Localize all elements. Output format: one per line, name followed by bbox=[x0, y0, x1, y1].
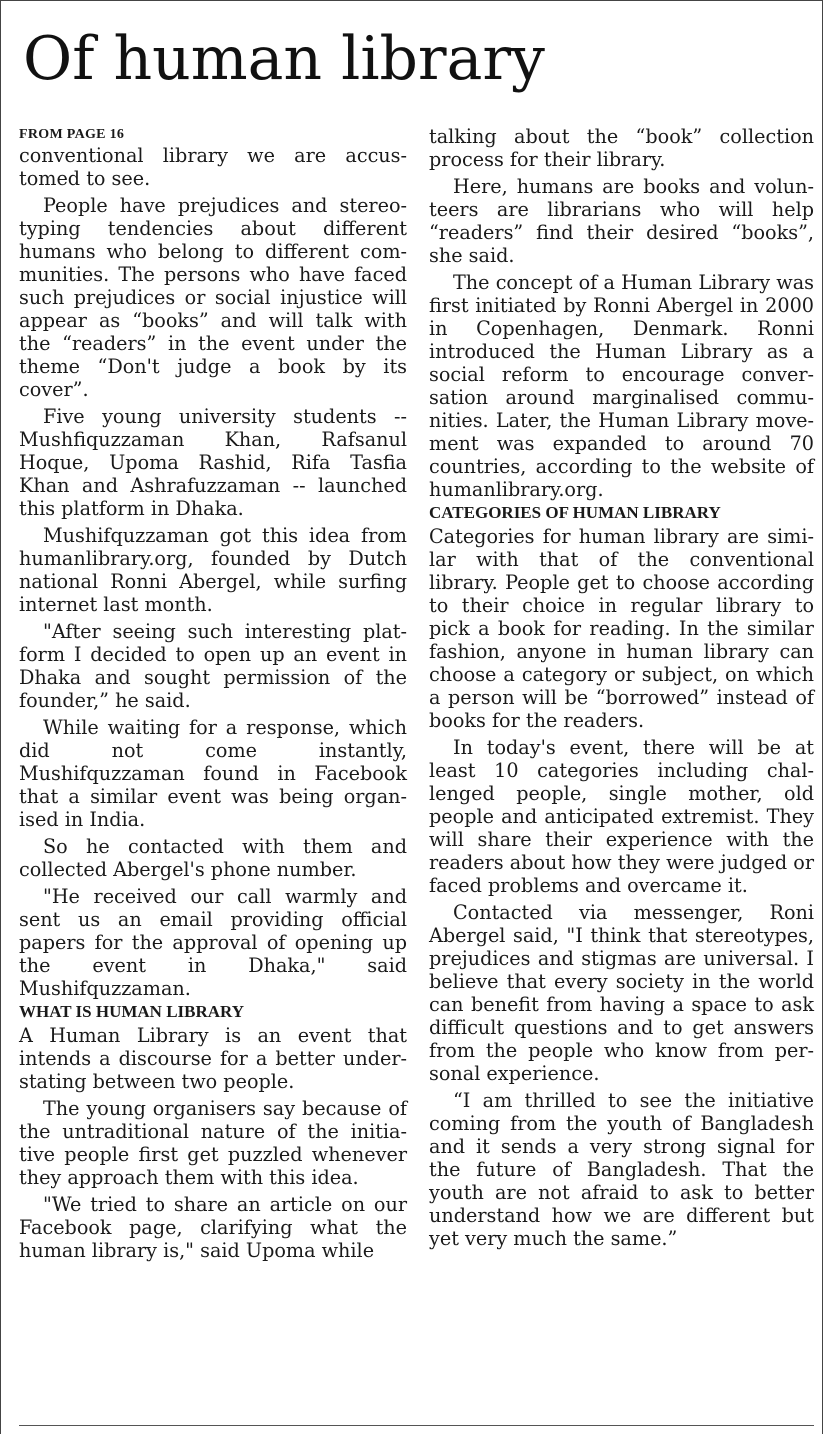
right-column bbox=[429, 125, 814, 1250]
article-paragraph: Five young university students -- Mushfiquzzaman Khan, Rafsanul Hoque, Upoma Rashid, Rifa Tasfia Khan and Ashrafuzzaman -- launched this platform in Dhaka. bbox=[19, 405, 407, 520]
article-paragraph: Categories for human library are similar with that of the conventional library. People get to choose according to their choice in regular library to pick a book for reading. In the similar fashion, anyone in human library can choose a category or subject, on which a person will be “borrowed” instead of books for the readers. bbox=[429, 525, 814, 732]
article-paragraph: "After seeing such interesting platform I decided to open up an event in Dhaka and sought permission of the founder,” he said. bbox=[19, 620, 407, 712]
article-paragraph: "He received our call warmly and sent us an email providing official papers for the approval of opening up the event in Dhaka," said Mushifquzzaman. bbox=[19, 885, 407, 1000]
article-paragraph: Mushifquzzaman got this idea from humanlibrary.org, founded by Dutch national Ronni Abergel, while surfing internet last month. bbox=[19, 524, 407, 616]
article-paragraph: “I am thrilled to see the initiative coming from the youth of Bangladesh and it sends a very strong signal for the future of Bangladesh. That the youth are not afraid to ask to better understand how we are different but yet very much the same.” bbox=[429, 1089, 814, 1250]
article-paragraph: So he contacted with them and collected Abergel's phone number. bbox=[19, 835, 407, 881]
article-paragraph: The young organisers say because of the untraditional nature of the initiative people first get puzzled whenever they approach them with this idea. bbox=[19, 1097, 407, 1189]
article-paragraph: In today's event, there will be at least 10 categories including challenged people, single mother, old people and anticipated extremist. They will share their experience with the readers about how they were judged or faced problems and overcame it. bbox=[429, 736, 814, 897]
article-paragraph: Here, humans are books and volunteers are librarians who will help “readers” find their desired “books”, she said. bbox=[429, 175, 814, 267]
left-column bbox=[19, 125, 407, 1262]
jump-line: FROM PAGE 16 bbox=[19, 127, 125, 142]
subheading-categories: CATEGORIES OF HUMAN LIBRARY bbox=[429, 503, 721, 522]
article-paragraph: People have prejudices and stereotyping tendencies about different humans who belong to different communities. The persons who have faced such prejudices or social injustice will appear as “books” and will talk with the “readers” in the event under the theme “Don't judge a book by its cover”. bbox=[19, 194, 407, 401]
subheading-what-is-human-library: WHAT IS HUMAN LIBRARY bbox=[19, 1002, 244, 1021]
article-paragraph: Contacted via messenger, Roni Abergel said, "I think that stereotypes, prejudices and stigmas are universal. I believe that every society in the world can benefit from having a space to ask difficult questions and to get answers from the people who know from personal experience. bbox=[429, 901, 814, 1085]
article-paragraph: The concept of a Human Library was first initiated by Ronni Abergel in 2000 in Copenhagen, Denmark. Ronni introduced the Human Library as a social reform to encourage conversation around marginalised communities. Later, the Human Library movement was expanded to around 70 countries, according to the website of humanlibrary.org. bbox=[429, 271, 814, 501]
article-paragraph: talking about the “book” collection process for their library. bbox=[429, 125, 814, 171]
bottom-rule bbox=[19, 1425, 814, 1426]
article-paragraph: A Human Library is an event that intends a discourse for a better understating between two people. bbox=[19, 1024, 407, 1093]
article-paragraph: conventional library we are accustomed to see. bbox=[19, 144, 407, 190]
article-paragraph: "We tried to share an article on our Facebook page, clarifying what the human library is," said Upoma while bbox=[19, 1193, 407, 1262]
article-paragraph: While waiting for a response, which did not come instantly, Mushifquzzaman found in Facebook that a similar event was being organised in India. bbox=[19, 716, 407, 831]
headline: Of human library bbox=[23, 24, 545, 94]
